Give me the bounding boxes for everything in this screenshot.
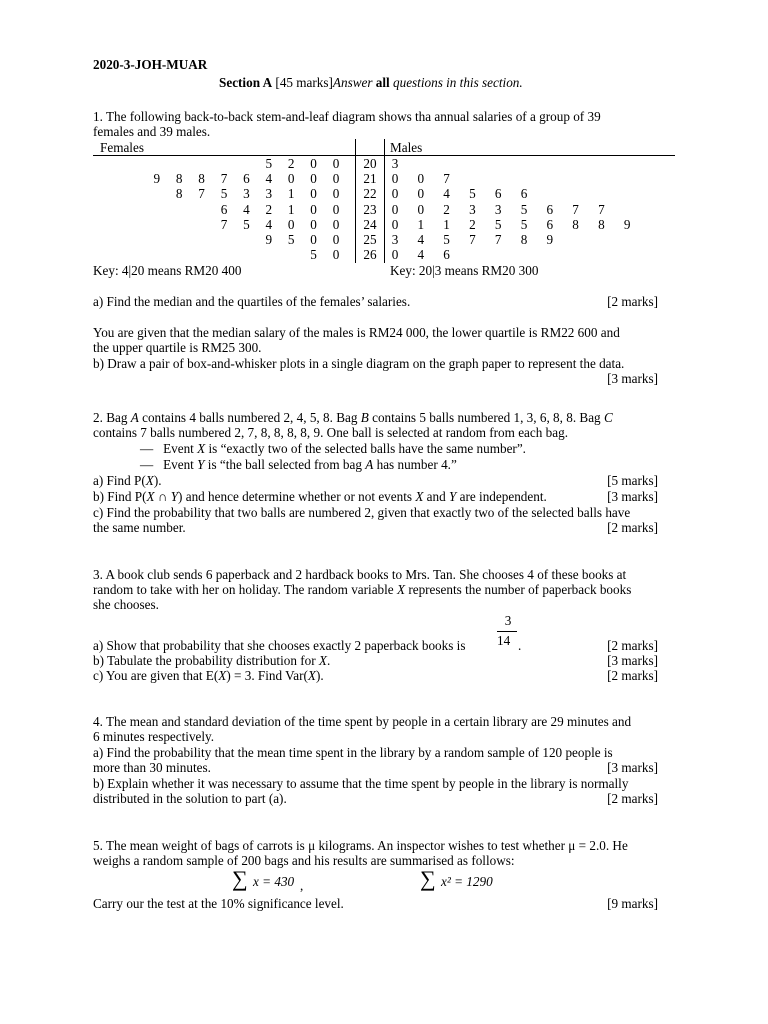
male-leaf: 0: [391, 247, 399, 263]
q3b-text: [93, 653, 330, 668]
female-leaf: 8: [175, 171, 183, 187]
sum-2-sigma: ∑: [420, 866, 436, 891]
male-leaf: 7: [494, 232, 502, 247]
female-leaf: 0: [332, 232, 340, 247]
female-leaf: 1: [287, 186, 295, 202]
female-leaf: 5: [310, 247, 317, 263]
male-leaf: 1: [417, 216, 425, 232]
female-leaf: 1: [287, 201, 295, 217]
male-leaf: 5: [520, 201, 528, 217]
male-leaf: 0: [417, 201, 425, 217]
male-leaf: 2: [469, 216, 476, 232]
female-leaf: 0: [310, 201, 317, 217]
q3c-text: [93, 668, 324, 683]
male-leaf: 0: [417, 171, 425, 187]
sum-2-expression: x² = 1290: [441, 874, 493, 889]
q2-var: X: [197, 441, 206, 456]
q4-line-2: 6 minutes respectively.: [93, 729, 215, 744]
q2-var: Y: [449, 489, 457, 504]
q4b-line-1: b) Explain whether it was necessary to assume that the time spent by people in the library is normally: [93, 776, 629, 791]
q2b-marks: [3 marks]: [607, 489, 658, 504]
male-leaf: 4: [443, 186, 450, 202]
q2-text: ).: [153, 473, 162, 488]
q4b-line-2: distributed in the solution to part (a).: [93, 791, 287, 806]
q2-text: are independent.: [456, 489, 547, 504]
male-leaf: 3: [494, 201, 502, 217]
q3-text: b) Tabulate the probability distribution for: [93, 653, 319, 668]
female-leaf: 2: [287, 156, 295, 171]
intersection-symbol: ∩: [154, 489, 171, 504]
q3a-marks: [2 marks]: [607, 638, 658, 653]
male-leaf: 0: [417, 186, 425, 202]
female-leaf: 0: [332, 216, 340, 232]
female-leaf: 8: [198, 171, 205, 187]
male-leaf: 5: [494, 216, 502, 232]
q1a-marks: [2 marks]: [607, 294, 658, 309]
q3-text: c) You are given that E(: [93, 668, 219, 683]
q5-line-3: Carry our the test at the 10% significance level.: [93, 896, 344, 911]
female-leaf: 5: [243, 216, 250, 232]
q1b-text: b) Draw a pair of box-and-whisker plots in a single diagram on the graph paper to represent the data.: [93, 356, 625, 371]
stem-value: 24: [363, 216, 377, 232]
sum-1-expression: x = 430: [253, 874, 295, 889]
female-leaf: 0: [310, 156, 317, 171]
sum-1-comma: ,: [300, 878, 304, 893]
q5-line-2: weighs a random sample of 200 bags and his results are summarised as follows:: [93, 853, 515, 868]
section-instruction-1: Answer: [332, 75, 376, 90]
female-leaf: 0: [287, 171, 295, 187]
section-instruction-all: all: [375, 75, 390, 90]
female-leaf: 7: [198, 186, 205, 202]
q3-var: X: [218, 668, 227, 683]
key-males: Key: 20|3 means RM20 300: [390, 263, 539, 278]
stem-value: 20: [363, 156, 377, 171]
q3-text: .: [326, 653, 331, 668]
male-leaf: 3: [391, 232, 399, 247]
female-leaf: 4: [265, 171, 273, 187]
stem-value: 26: [363, 247, 377, 263]
q1-intro-line-1: 1. The following back-to-back stem-and-leaf diagram shows tha annual salaries of a group of 39: [93, 109, 601, 124]
male-leaf: 3: [391, 156, 399, 171]
q2-text: a) Find P(: [93, 473, 146, 488]
q2-text: is “exactly two of the selected balls have the same number”.: [205, 441, 526, 456]
female-leaf: 5: [265, 156, 273, 171]
q2-text: Event: [163, 441, 198, 456]
q2c-line-1: c) Find the probability that two balls are numbered 2, given that exactly two of the selected balls have: [93, 505, 631, 520]
q2a-text: [93, 473, 162, 488]
q4b-marks: [2 marks]: [607, 791, 658, 806]
q2-text: has number 4.”: [373, 457, 457, 472]
q1-given-line-2: the upper quartile is RM25 300.: [93, 340, 262, 355]
male-leaf: 8: [572, 216, 579, 232]
male-leaf: 6: [546, 201, 554, 217]
male-leaf: 7: [598, 201, 605, 217]
stem-value: 23: [363, 201, 377, 217]
q2-event-x: [140, 441, 526, 456]
male-leaf: 6: [520, 186, 528, 202]
female-leaf: 5: [220, 186, 228, 202]
female-leaf: 9: [153, 171, 161, 187]
female-leaf: 5: [287, 232, 295, 247]
section-title: Section A: [219, 75, 273, 90]
q2-var: C: [603, 410, 613, 425]
bullet-dash: —: [140, 441, 154, 456]
q3-var: X: [307, 668, 316, 683]
male-leaf: 5: [520, 216, 528, 232]
female-leaf: 2: [265, 201, 273, 217]
q2-var: X: [146, 489, 155, 504]
male-leaf: 2: [443, 201, 450, 217]
female-leaf: 0: [287, 216, 295, 232]
female-leaf: 0: [332, 171, 340, 187]
q3-text: random to take with her on holiday. The random variable: [93, 582, 397, 597]
male-leaf: 8: [520, 232, 528, 247]
q2-var: A: [130, 410, 139, 425]
female-leaf: 7: [220, 171, 228, 187]
q2b-text: [93, 489, 547, 504]
q2-line-2: contains 7 balls numbered 2, 7, 8, 8, 8, 8, 9. One ball is selected at random from each bag.: [93, 425, 568, 440]
female-leaf: 0: [332, 186, 340, 202]
male-leaf: 7: [572, 201, 579, 217]
stem-divider-left: [355, 139, 356, 263]
male-leaf: 7: [443, 171, 450, 187]
female-leaf: 3: [265, 186, 273, 202]
female-leaf: 0: [310, 171, 317, 187]
stem-value: 22: [363, 186, 377, 202]
q2-var: X: [145, 473, 154, 488]
male-leaf: 0: [391, 216, 399, 232]
q2-text: ) and hence determine whether or not events: [178, 489, 416, 504]
section-instruction-2: questions in this section.: [389, 75, 523, 90]
male-leaf: 5: [443, 232, 450, 247]
female-leaf: 9: [265, 232, 273, 247]
q1-given-line-1: You are given that the median salary of the males is RM24 000, the lower quartile is RM22 600 and: [93, 325, 620, 340]
q2c-marks: [2 marks]: [607, 520, 658, 535]
q2-text: 2. Bag: [93, 410, 131, 425]
female-leaf: 0: [332, 201, 340, 217]
male-leaf: 6: [494, 186, 502, 202]
q2-var: A: [365, 457, 374, 472]
q5-marks: [9 marks]: [607, 896, 658, 911]
section-marks: [45 marks]: [275, 75, 333, 90]
q2-text: Event: [163, 457, 198, 472]
q4a-line-2: more than 30 minutes.: [93, 760, 211, 775]
male-leaf: 0: [391, 186, 399, 202]
q2-line-1: [93, 410, 613, 425]
female-leaf: 0: [310, 232, 317, 247]
q4a-marks: [3 marks]: [607, 760, 658, 775]
q2-text: and: [423, 489, 450, 504]
male-leaf: 5: [469, 186, 476, 202]
male-leaf: 8: [598, 216, 605, 232]
female-leaf: 6: [220, 201, 228, 217]
fraction-denominator: 14: [497, 633, 511, 648]
female-leaf: 3: [243, 186, 250, 202]
male-leaf: 3: [469, 201, 476, 217]
q2-var: Y: [197, 457, 205, 472]
paper-code: 2020-3-JOH-MUAR: [93, 57, 208, 72]
q3b-marks: [3 marks]: [607, 653, 658, 668]
female-leaf: 4: [265, 216, 273, 232]
male-leaf: 7: [469, 232, 476, 247]
q1b-marks: [3 marks]: [607, 371, 658, 386]
stem-value: 25: [363, 232, 377, 247]
fraction-numerator: 3: [504, 613, 512, 628]
q5-line-1: 5. The mean weight of bags of carrots is μ kilograms. An inspector wishes to test whether μ = 2.0. He: [93, 838, 628, 853]
key-females: Key: 4|20 means RM20 400: [93, 263, 242, 278]
female-leaf: 6: [243, 171, 250, 187]
male-leaf: 0: [391, 201, 399, 217]
female-leaf: 7: [220, 216, 228, 232]
females-label: Females: [100, 140, 144, 155]
female-leaf: 0: [332, 156, 340, 171]
q3-line-1: 3. A book club sends 6 paperback and 2 hardback books to Mrs. Tan. She chooses 4 of these books at: [93, 567, 627, 582]
q2-var: B: [360, 410, 369, 425]
bullet-dash: —: [140, 457, 154, 472]
q1a-text: a) Find the median and the quartiles of the females’ salaries.: [93, 294, 411, 309]
stem-divider-right: [384, 139, 385, 263]
male-leaf: 4: [417, 232, 425, 247]
fraction-bar: [497, 631, 517, 632]
q3-line-2: [93, 582, 631, 597]
section-heading: [219, 75, 523, 90]
q3c-marks: [2 marks]: [607, 668, 658, 683]
sum-1-sigma: ∑: [232, 866, 248, 891]
q3-text: ) = 3. Find Var(: [226, 668, 308, 683]
males-label: Males: [390, 140, 423, 155]
q2c-line-2: the same number.: [93, 520, 186, 535]
male-leaf: 0: [391, 171, 399, 187]
q2-var: X: [415, 489, 424, 504]
q3-var: X: [396, 582, 406, 597]
q3-text: represents the number of paperback books: [405, 582, 632, 597]
male-leaf: 6: [546, 216, 554, 232]
female-leaf: 4: [243, 201, 250, 217]
q3-var: X: [318, 653, 327, 668]
male-leaf: 9: [623, 216, 631, 232]
q2-text: b) Find P(: [93, 489, 147, 504]
q2-text: contains 4 balls numbered 2, 4, 5, 8. Bag: [138, 410, 361, 425]
female-leaf: 0: [332, 247, 340, 263]
male-leaf: 9: [546, 232, 554, 247]
q3-text: ).: [315, 668, 324, 683]
q2-event-y: [140, 457, 457, 472]
q3-line-3: she chooses.: [93, 597, 159, 612]
stem-value: 21: [363, 171, 377, 187]
q2a-marks: [5 marks]: [607, 473, 658, 488]
q3a-text: a) Show that probability that she chooses exactly 2 paperback books is: [93, 638, 466, 653]
q2-text: contains 5 balls numbered 1, 3, 6, 8, 8. Bag: [368, 410, 604, 425]
male-leaf: 4: [417, 247, 425, 263]
female-leaf: 8: [175, 186, 183, 202]
q4a-line-1: a) Find the probability that the mean time spent in the library by a random sample of 120 people is: [93, 745, 613, 760]
q1-intro-line-2: females and 39 males.: [93, 124, 211, 139]
female-leaf: 0: [310, 186, 317, 202]
q4-line-1: 4. The mean and standard deviation of the time spent by people in a certain library are 29 minutes and: [93, 714, 632, 729]
q2-var: Y: [170, 489, 179, 504]
q3a-period: .: [518, 638, 522, 653]
male-leaf: 1: [443, 216, 450, 232]
female-leaf: 0: [310, 216, 317, 232]
q2-text: is “the ball selected from bag: [204, 457, 366, 472]
male-leaf: 6: [443, 247, 450, 263]
